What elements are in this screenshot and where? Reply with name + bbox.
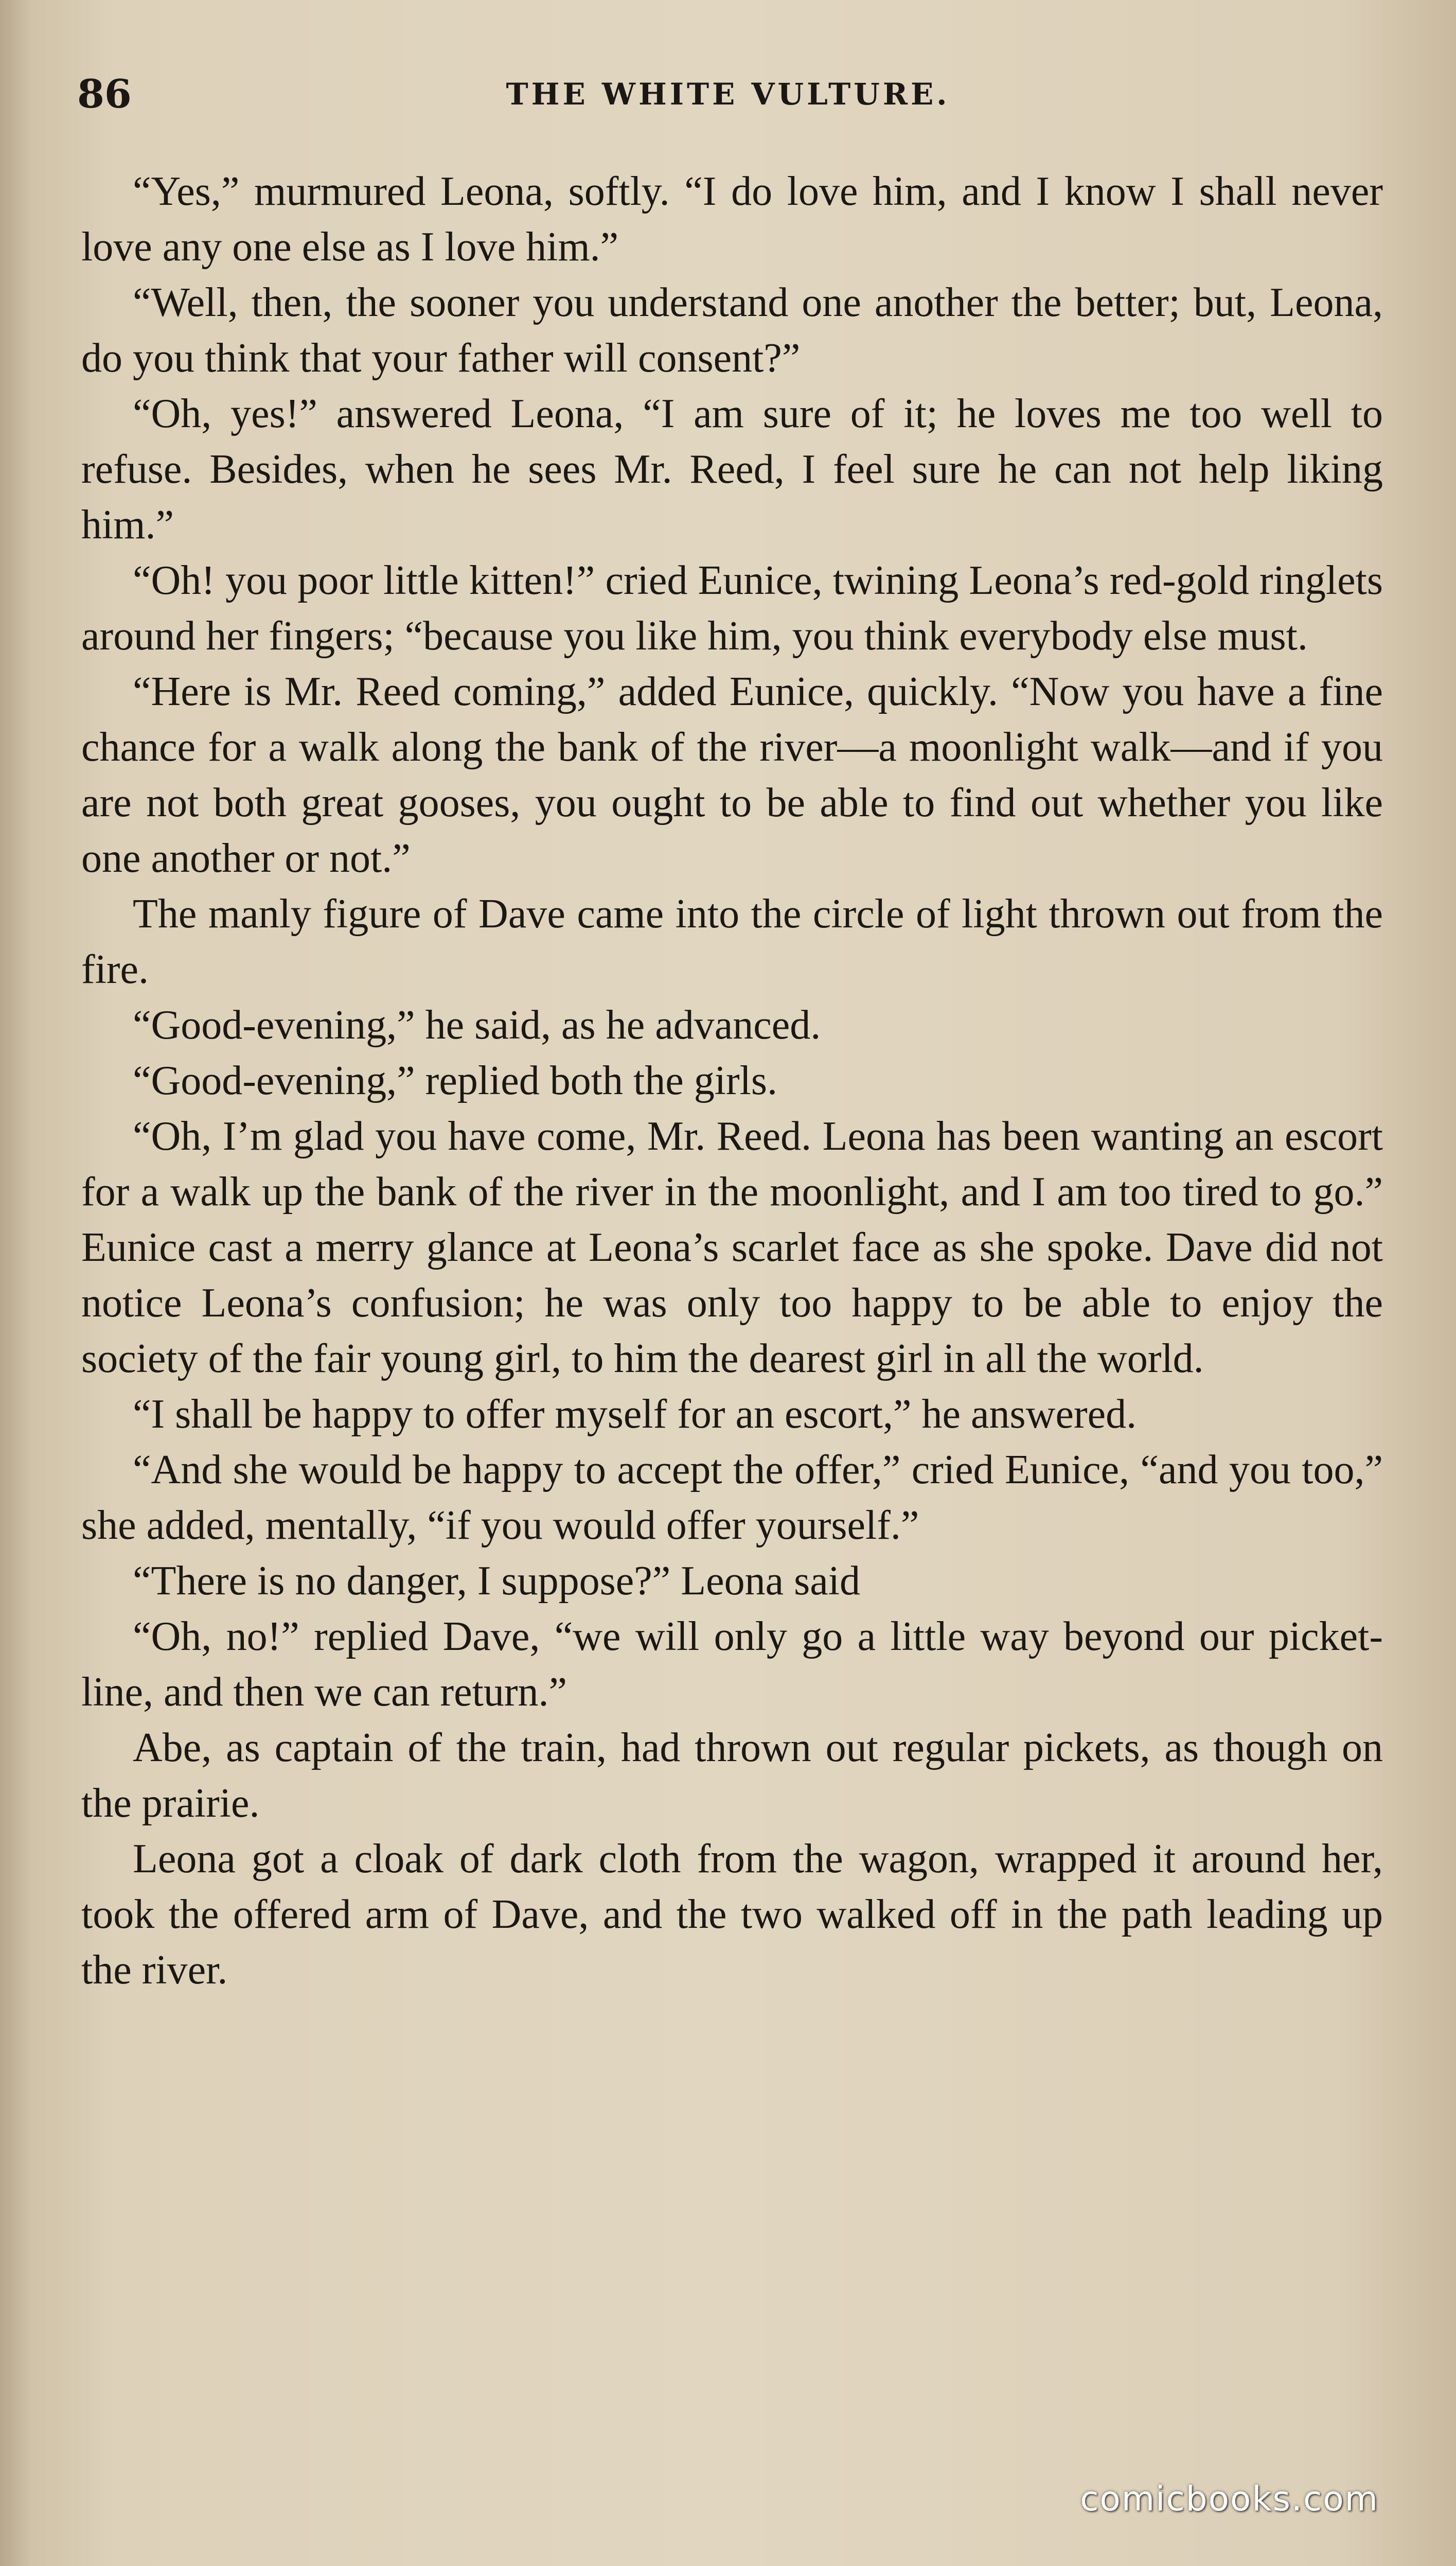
running-title: THE WHITE VULTURE.: [506, 77, 950, 112]
body-text: [81, 164, 1383, 1998]
paragraph: “Here is Mr. Reed coming,” added Eunice, quickly. “Now you have a fine chance for a walk along the bank of the river—a moonlight walk—and if you are not both great gooses, you ought to be able to find out whether you like one another or not.”: [81, 669, 1383, 881]
paragraph: “And she would be happy to accept the offer,” cried Eunice, “and you too,” she added, mentally, “if you would offer yourself.”: [81, 1447, 1383, 1548]
paragraph: Abe, as captain of the train, had thrown out regular pickets, as though on the prairie.: [81, 1725, 1383, 1826]
paragraph: Leona got a cloak of dark cloth from the wagon, wrapped it around her, took the offered arm of Dave, and the two walked off in the path leading up the river.: [81, 1836, 1383, 1993]
paragraph: “There is no danger, I suppose?” Leona said: [133, 1558, 861, 1604]
page-header: [77, 71, 1379, 117]
page-number: 86: [77, 71, 132, 117]
paragraph: “Oh, no!” replied Dave, “we will only go a little way beyond our picket-line, and then we can return.”: [81, 1614, 1383, 1715]
paragraph: “I shall be happy to offer myself for an escort,” he answered.: [133, 1392, 1137, 1437]
paragraph: “Oh, I’m glad you have come, Mr. Reed. Leona has been wanting an escort for a walk up the bank of the river in the moonlight, and I am too tired to go.” Eunice cast a merry glance at Leona’s scarlet face as she spoke. Dave did not notice Leona’s confusion; he was only too happy to be able to enjoy the society of the fair young girl, to him the dearest girl in all the world.: [81, 1114, 1383, 1381]
paragraph: “Well, then, the sooner you understand one another the better; but, Leona, do you think that your father will consent?”: [81, 280, 1383, 381]
paragraph: The manly figure of Dave came into the circle of light thrown out from the fire.: [81, 891, 1383, 992]
watermark: comicbooks.com: [1080, 2479, 1379, 2519]
paragraph: “Yes,” murmured Leona, softly. “I do love him, and I know I shall never love any one else as I love him.”: [81, 169, 1383, 270]
paragraph: “Good-evening,” replied both the girls.: [133, 1058, 777, 1103]
paragraph: “Good-evening,” he said, as he advanced.: [133, 1003, 821, 1048]
paragraph: “Oh! you poor little kitten!” cried Eunice, twining Leona’s red-gold ringlets around her fingers; “because you like him, you think everybody else must.: [81, 558, 1383, 659]
paragraph: “Oh, yes!” answered Leona, “I am sure of it; he loves me too well to refuse. Besides, when he sees Mr. Reed, I feel sure he can not help liking him.”: [81, 391, 1383, 548]
